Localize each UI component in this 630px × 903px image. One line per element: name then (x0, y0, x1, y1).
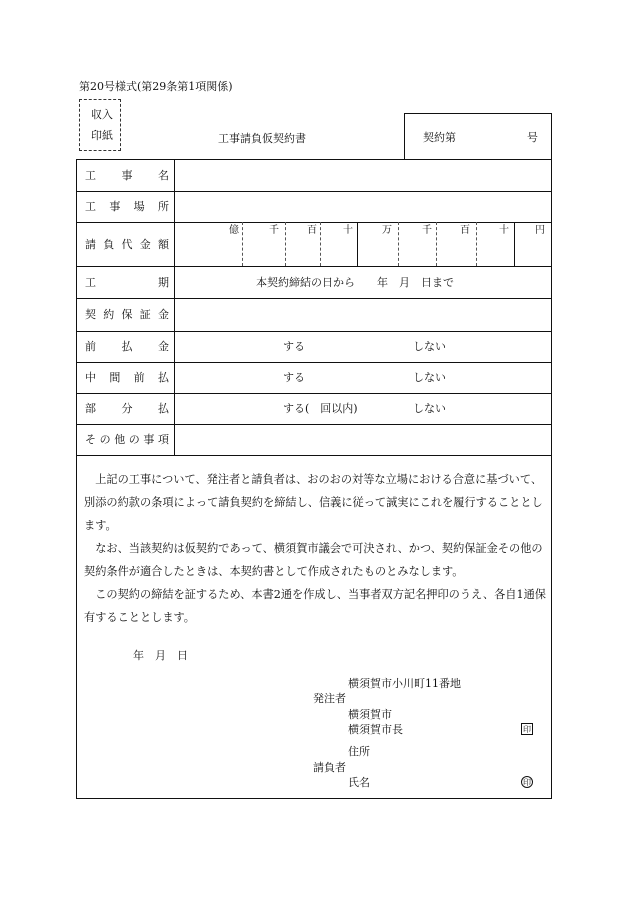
row-label-partial: 部 分 払 (85, 402, 169, 415)
digit-divider (436, 222, 437, 266)
amount-unit-oku: 億 (229, 225, 239, 236)
contract-number-label: 契約第 (423, 131, 456, 144)
interim-yes: する (283, 371, 305, 384)
row-label-advance: 前 払 金 (85, 340, 169, 353)
row-divider (76, 362, 552, 363)
digit-divider-major (357, 222, 358, 266)
row-divider (76, 298, 552, 299)
row-label-period: 工 期 (85, 276, 169, 289)
digit-divider (285, 222, 286, 266)
partial-no: しない (413, 402, 446, 415)
amount-unit-juu: 十 (343, 225, 353, 236)
digit-divider (398, 222, 399, 266)
row-label-guarantee: 契 約 保 証 金 (85, 308, 169, 321)
revenue-stamp-label-1: 収入 (91, 108, 113, 121)
revenue-stamp-label-2: 印紙 (91, 129, 113, 142)
row-label-amount: 請 負 代 金 額 (85, 238, 169, 251)
body-paragraph-3: この契約の締結を証するため、本書2通を作成し、当事者双方記名押印のうえ、各自1通保有することとします。 (84, 588, 546, 624)
orderer-org: 横須賀市 (348, 708, 392, 721)
row-divider (76, 191, 552, 192)
orderer-address: 横須賀市小川町11番地 (348, 677, 461, 690)
body-paragraph-1: 上記の工事について、発注者と請負者は、おのおの対等な立場における合意に基づいて、別添の約款の条項によって請負契約を締結し、信義に従って誠実にこれを履行することとします。 (84, 473, 543, 532)
row-divider (76, 424, 552, 425)
period-value: 本契約締結の日から 年 月 日まで (256, 276, 454, 289)
row-label-site: 工 事 場 所 (85, 200, 169, 213)
amount-unit-hyaku2: 百 (460, 225, 470, 236)
row-divider (76, 222, 552, 223)
amount-unit-yen: 円 (535, 225, 545, 236)
advance-no: しない (413, 340, 446, 353)
contract-number-suffix: 号 (527, 131, 538, 144)
row-divider (76, 266, 552, 267)
document-title: 工事請負仮契約書 (218, 132, 306, 145)
row-divider (76, 393, 552, 394)
form-number-label: 第20号様式(第29条第1項関係) (79, 80, 233, 93)
orderer-role: 発注者 (313, 692, 346, 705)
amount-unit-juu2: 十 (499, 225, 509, 236)
body-paragraph-2: なお、当該契約は仮契約であって、横須賀市議会で可決され、かつ、契約保証金その他の契約条件が適合したときは、本契約書として作成されたものとみなします。 (84, 542, 543, 578)
row-label-interim: 中 間 前 払 (85, 371, 169, 384)
contract-body (84, 468, 546, 629)
contractor-role: 請負者 (313, 761, 346, 774)
digit-divider (320, 222, 321, 266)
amount-unit-sen2: 千 (422, 225, 432, 236)
orderer-seal: 印 (523, 724, 531, 734)
row-label-name: 工 事 名 (85, 169, 169, 182)
partial-yes: する( 回以内) (283, 402, 358, 415)
contractor-seal: 印 (523, 777, 531, 787)
digit-divider (242, 222, 243, 266)
signing-date: 年 月 日 (133, 649, 188, 662)
amount-unit-sen: 千 (269, 225, 279, 236)
contractor-name-label: 氏名 (348, 776, 370, 789)
contractor-address-label: 住所 (348, 745, 370, 758)
digit-divider-major (514, 222, 515, 266)
advance-yes: する (283, 340, 305, 353)
revenue-stamp-box (79, 99, 121, 151)
interim-no: しない (413, 371, 446, 384)
row-divider (76, 331, 552, 332)
orderer-name: 横須賀市長 (348, 723, 403, 736)
amount-unit-man: 万 (382, 225, 392, 236)
row-divider (76, 455, 552, 456)
row-label-other: そ の 他 の 事 項 (85, 433, 169, 446)
digit-divider (476, 222, 477, 266)
label-column-divider (174, 159, 175, 455)
amount-unit-hyaku: 百 (307, 225, 317, 236)
